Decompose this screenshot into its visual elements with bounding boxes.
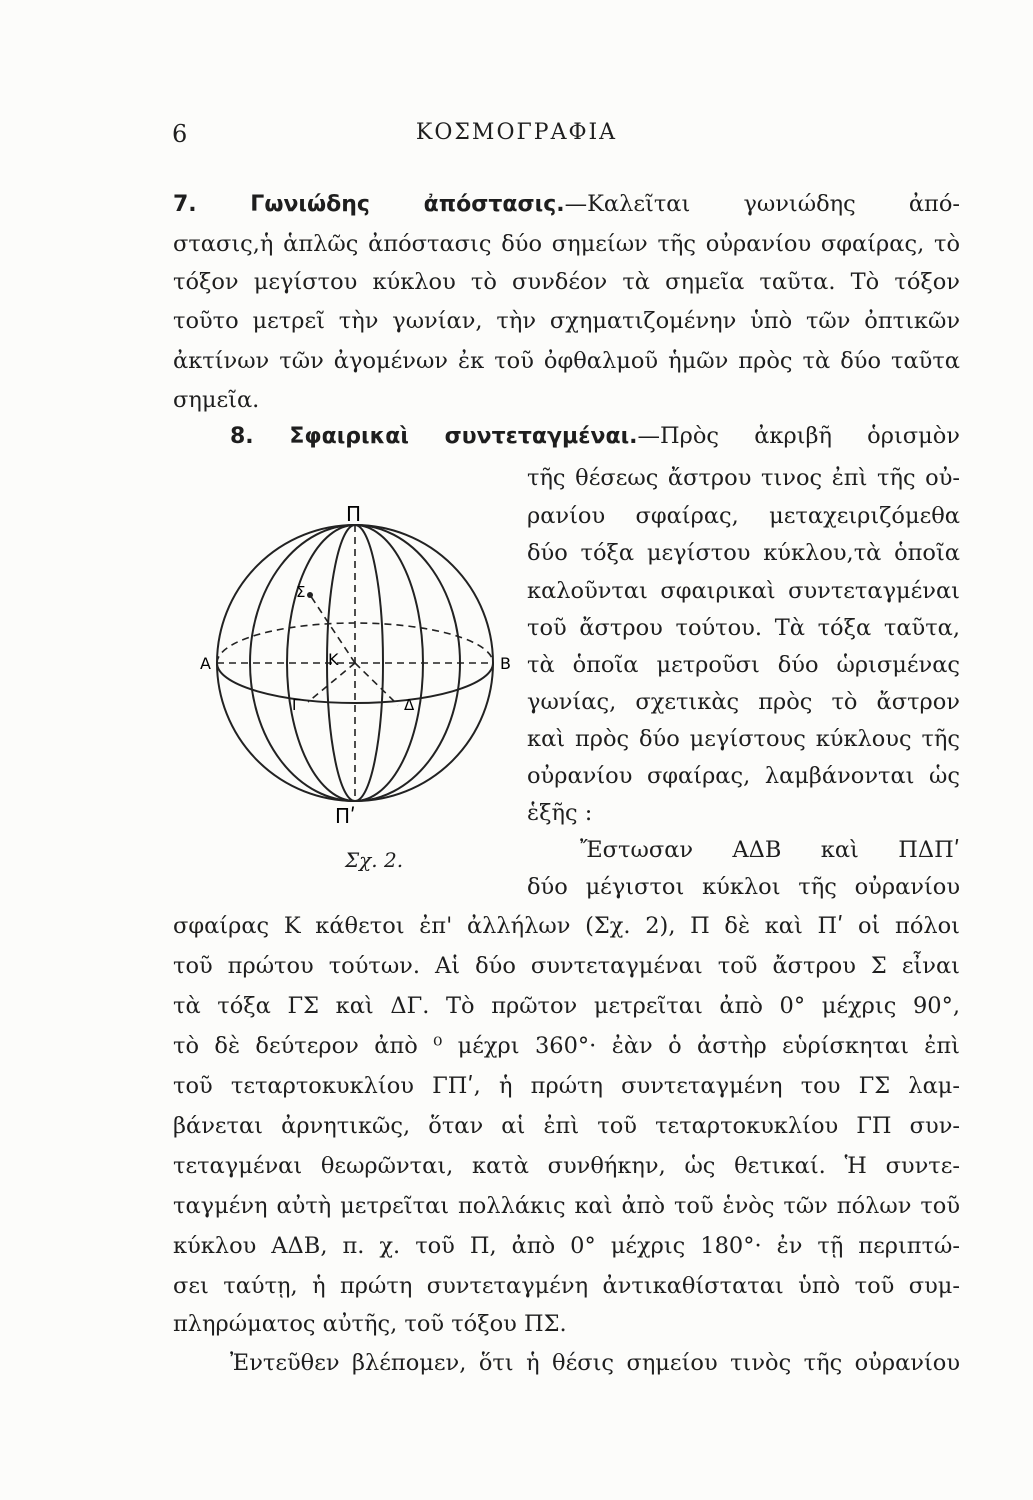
side-line: ρανίου σφαίρας, μεταχειριζόμεθα (527, 503, 960, 529)
celestial-sphere-figure (200, 505, 520, 825)
body-line: ταγμένη αὐτὴ μετρεῖται πολλάκις καὶ ἀπὸ τοῦ ἑνὸς τῶν πόλων τοῦ (173, 1193, 960, 1219)
section7-line-2: στασις,ἡ ἁπλῶς ἀπόστασις δύο σημείων τῆς οὐρανίου σφαίρας, τὸ (173, 231, 960, 257)
page-number: 6 (172, 120, 188, 148)
section7-line-3: τόξον μεγίστου κύκλου τὸ συνδέον τὰ σημεῖα ταῦτα. Τὸ τόξον (173, 269, 960, 295)
side-line: οὐρανίου σφαίρας, λαμβάνονται ὡς (527, 763, 960, 789)
section7-text-0: —Καλεῖται γωνιώδης ἀπό- (564, 191, 960, 217)
side-line: καλοῦνται σφαιρικαὶ συντεταγμέναι (527, 578, 960, 604)
section7-heading: 7. Γωνιώδης ἀπόστασις. (173, 192, 565, 217)
body-line: σει ταύτῃ, ἡ πρώτη συντεταγμένη ἀντικαθίσταται ὑπὸ τοῦ συμ- (173, 1273, 960, 1299)
side-line: Ἔστωσαν ΑΔΒ καὶ ΠΔΠʹ (580, 837, 960, 863)
label-pp: Πʹ (335, 804, 356, 825)
body-line: τοῦ τεταρτοκυκλίου ΓΠʹ, ἡ πρώτη συντεταγμένη του ΓΣ λαμ- (173, 1073, 960, 1099)
section7-line-4: τοῦτο μετρεῖ τὴν γωνίαν, τὴν σχηματιζομένην ὑπὸ τῶν ὀπτικῶν (173, 308, 960, 334)
section8-line-1 (230, 418, 960, 454)
star-point (307, 592, 313, 598)
label-s: Σ (296, 583, 306, 601)
body-line: βάνεται ἀρνητικῶς, ὅταν αἱ ἐπὶ τοῦ τεταρτοκυκλίου ΓΠ συν- (173, 1113, 960, 1139)
label-g: Γ (292, 696, 301, 714)
running-head: ΚΟΣΜΟΓΡΑΦΙΑ (415, 120, 618, 145)
section8-first: —Πρὸς ἀκριβῆ ὁρισμὸν (637, 423, 960, 449)
side-line: τοῦ ἄστρου τούτου. Τὰ τόξα ταῦτα, (527, 615, 960, 641)
side-line: γωνίας, σχετικὰς πρὸς τὸ ἄστρον (527, 689, 960, 715)
radius-kd (355, 663, 398, 705)
body-line: σφαίρας Κ κάθετοι ἐπ' ἀλλήλων (Σχ. 2), Π δὲ καὶ Πʹ οἱ πόλοι (173, 913, 960, 939)
label-d: Δ (404, 696, 415, 714)
side-line: δύο μέγιστοι κύκλοι τῆς οὐρανίου (527, 874, 960, 900)
side-line: τὰ ὁποῖα μετροῦσι δύο ὡρισμένας (527, 652, 960, 678)
side-line: τῆς θέσεως ἄστρου τινος ἐπὶ τῆς οὐ- (527, 465, 960, 491)
body-line: κύκλου ΑΔΒ, π. χ. τοῦ Π, ἀπὸ 0° μέχρις 180°· ἐν τῇ περιπτώ- (173, 1233, 960, 1259)
side-line: δύο τόξα μεγίστου κύκλου,τὰ ὁποῖα (527, 540, 960, 566)
body-line: πληρώματος αὐτῆς, τοῦ τόξου ΠΣ. (173, 1311, 567, 1337)
section8-heading: 8. Σφαιρικαὶ συντεταγμέναι. (230, 424, 638, 449)
label-b: Β (500, 654, 511, 673)
body-line: Ἐντεῦθεν βλέπομεν, ὅτι ἡ θέσις σημείου τινὸς τῆς οὐρανίου (230, 1350, 960, 1376)
label-p: Π (346, 505, 362, 526)
label-k: Κ (328, 650, 339, 669)
body-line: τεταγμέναι θεωρῶνται, κατὰ συνθήκην, ὡς θετικαί. Ἡ συντε- (173, 1153, 960, 1179)
section7-line-1 (173, 186, 960, 222)
body-line: τὰ τόξα ΓΣ καὶ ΔΓ. Τὸ πρῶτον μετρεῖται ἀπὸ 0° μέχρις 90°, (173, 993, 960, 1019)
section7-line-5: ἀκτίνων τῶν ἀγομένων ἐκ τοῦ ὀφθαλμοῦ ἡμῶν πρὸς τὰ δύο ταῦτα (173, 348, 960, 374)
section7-line-6: σημεῖα. (173, 387, 260, 413)
body-line: τὸ δὲ δεύτερον ἀπὸ ⁰ μέχρι 360°· ἐὰν ὁ ἀστὴρ εὑρίσκηται ἐπὶ (173, 1033, 960, 1059)
side-line: ἑξῆς : (527, 800, 593, 826)
side-line: καὶ πρὸς δύο μεγίστους κύκλους τῆς (527, 726, 960, 752)
body-line: τοῦ πρώτου τούτων. Αἱ δύο συντεταγμέναι τοῦ ἄστρου Σ εἶναι (173, 953, 960, 979)
figure-caption: Σχ. 2. (345, 848, 404, 872)
label-a: Α (200, 654, 211, 673)
